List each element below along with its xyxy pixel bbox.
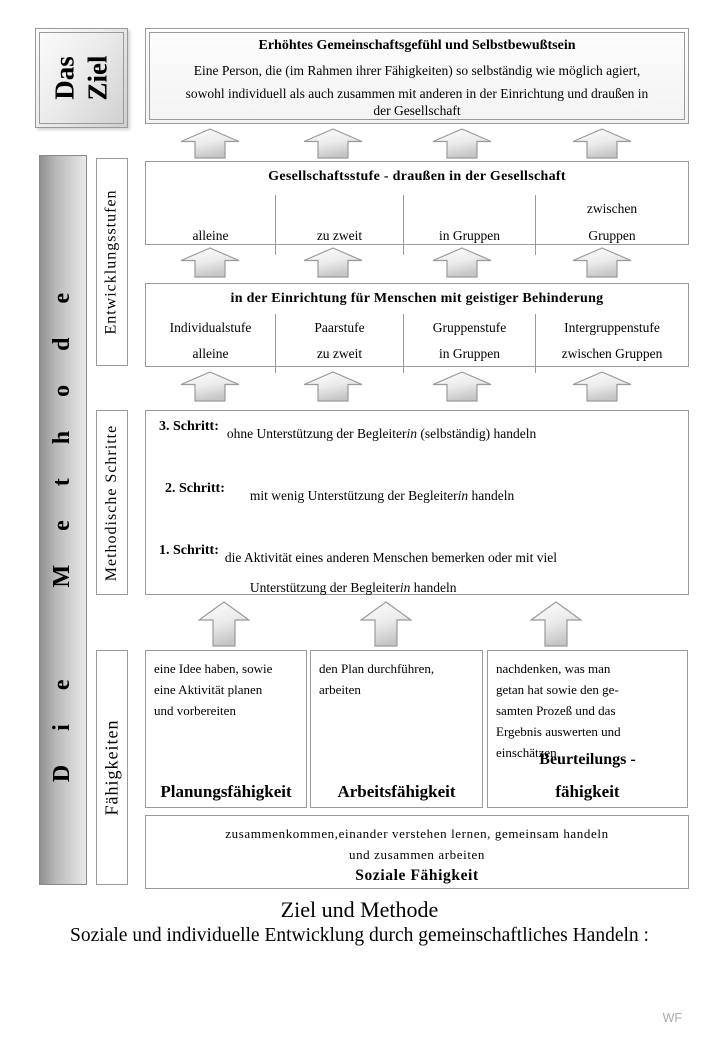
einrichtung-columns	[146, 314, 688, 366]
soziale-faehigkeit-label: Soziale Fähigkeit	[355, 867, 479, 884]
step-1	[159, 543, 680, 603]
step-2-text: mit wenig Unterstützung der Begleiterin handeln	[249, 488, 515, 503]
column-zwischen-gruppen: zwischen Gruppen	[535, 195, 688, 255]
beurteilungsfaehigkeit-box	[487, 650, 688, 808]
das-ziel-label: Das Ziel	[49, 55, 113, 101]
up-arrow-icon	[360, 601, 412, 647]
gesellschaftsstufe-title: Gesellschaftsstufe - draußen in der Gesellschaft	[268, 169, 566, 184]
soziale-line-2: und zusammen arbeiten	[348, 847, 486, 862]
soziale-faehigkeit-box	[145, 815, 689, 889]
goal-paragraph-1: Eine Person, die (im Rahmen ihrer Fähigkeiten) so selbständig wie möglich agiert,	[193, 63, 641, 78]
up-arrow-icon	[572, 371, 632, 402]
up-arrow-icon	[180, 371, 240, 402]
die-methode-bar	[39, 155, 87, 885]
einrichtung-title: in der Einrichtung für Menschen mit geistiger Behinderung	[230, 291, 604, 306]
methodische-schritte-label-box	[96, 410, 128, 595]
planungsfaehigkeit-label: Planungsfähigkeit	[160, 782, 292, 801]
planungsfaehigkeit-box	[145, 650, 307, 808]
arbeitsfaehigkeit-label: Arbeitsfähigkeit	[337, 782, 456, 801]
goal-description-box	[145, 28, 689, 124]
soziale-line-1: zusammenkommen,einander verstehen lernen, gemeinsam handeln	[225, 826, 609, 841]
step-1-text: die Aktivität eines anderen Menschen bemerken oder mit viel Unterstützung der Begleiterin handeln	[224, 550, 558, 595]
planungsfaehigkeit-desc: eine Idee haben, sowie eine Aktivität planen und vorbereiten	[154, 661, 273, 718]
beurteilungsfaehigkeit-desc: nachdenken, was man getan hat sowie den ge- samten Prozeß und das Ergebnis auswerten und einschätzen	[496, 661, 621, 760]
die-methode-label: Die Methode	[49, 258, 76, 782]
step-2	[159, 481, 680, 511]
entwicklungsstufen-label: Entwicklungsstufen	[103, 189, 120, 335]
gesellschaftsstufe-box	[145, 161, 689, 245]
step-2-label: 2. Schritt:	[165, 481, 225, 496]
up-arrow-icon	[530, 601, 582, 647]
arbeitsfaehigkeit-desc: den Plan durchführen, arbeiten	[319, 661, 435, 697]
column-gruppenstufe: Gruppenstufe in Gruppen	[403, 314, 535, 373]
beurteilungsfaehigkeit-label-line1: Beurteilungs -	[539, 751, 636, 768]
methodische-schritte-label: Methodische Schritte	[103, 424, 121, 581]
up-arrow-icon	[432, 371, 492, 402]
up-arrow-icon	[303, 128, 363, 159]
up-arrow-icon	[303, 371, 363, 402]
footer-subtitle: Soziale und individuelle Entwicklung durch gemeinschaftliches Handeln :	[70, 925, 649, 946]
step-1-label: 1. Schritt:	[159, 543, 219, 558]
up-arrow-icon	[198, 601, 250, 647]
column-intergruppenstufe: Intergruppenstufe zwischen Gruppen	[535, 314, 688, 373]
goal-title: Erhöhtes Gemeinschaftsgefühl und Selbstbewußtsein	[258, 38, 576, 53]
column-alleine: alleine	[192, 228, 229, 243]
column-in-gruppen: in Gruppen	[403, 195, 535, 255]
faehigkeiten-label: Fähigkeiten	[101, 719, 122, 816]
up-arrow-icon	[572, 247, 632, 278]
column-paarstufe: Paarstufe zu zweit	[275, 314, 403, 373]
step-3-label: 3. Schritt:	[159, 419, 219, 434]
up-arrow-icon	[303, 247, 363, 278]
step-3	[159, 419, 680, 449]
einrichtung-box	[145, 283, 689, 367]
das-ziel-box	[35, 28, 128, 128]
methodische-schritte-box	[145, 410, 689, 595]
footer-title: Ziel und Methode	[280, 897, 439, 922]
faehigkeiten-label-box	[96, 650, 128, 885]
up-arrow-icon	[180, 128, 240, 159]
gesellschaft-columns	[146, 195, 688, 244]
column-zu-zweit: zu zweit	[275, 195, 403, 255]
up-arrow-icon	[180, 247, 240, 278]
watermark: WF	[662, 1011, 682, 1025]
goal-paragraph-2: sowohl individuell als auch zusammen mit anderen in der Einrichtung und draußen in der Gesellschaft	[185, 86, 649, 118]
column-individualstufe: Individualstufe alleine	[169, 320, 252, 361]
up-arrow-icon	[572, 128, 632, 159]
beurteilungsfaehigkeit-label-line2: fähigkeit	[555, 782, 620, 801]
entwicklungsstufen-label-box	[96, 158, 128, 366]
up-arrow-icon	[432, 128, 492, 159]
arbeitsfaehigkeit-box	[310, 650, 483, 808]
step-3-text: ohne Unterstützung der Begleiterin (selbständig) handeln	[226, 426, 537, 441]
up-arrow-icon	[432, 247, 492, 278]
